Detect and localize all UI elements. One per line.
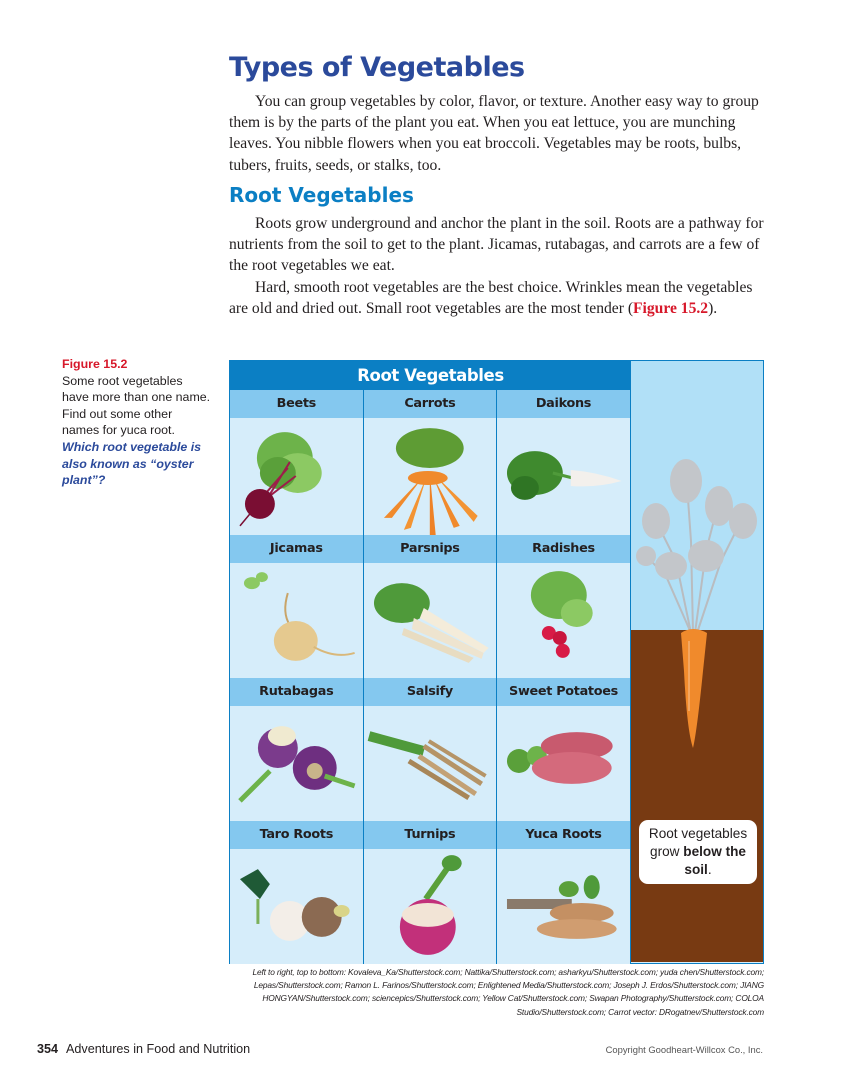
- parsnips-image: [364, 563, 497, 678]
- sweet-potatoes-image: [497, 706, 630, 821]
- rutabaga-icon: [230, 706, 363, 821]
- radishes-image: [497, 563, 630, 678]
- figure-reference-link[interactable]: Figure 15.2: [633, 299, 709, 317]
- figure-label: Figure 15.2: [62, 357, 128, 371]
- cell-label: Rutabagas: [230, 678, 363, 706]
- turnip-icon: [364, 849, 497, 964]
- intro-text: You can group vegetables by color, flavor, or texture. Another easy way to group them is by the parts of the plant you eat. When you eat lettuce, you are munching leaves. You nibble flowers when you eat broccoli. Vegetables may be roots, bulbs, tubers, fruits, seeds, or stalks, too.: [229, 93, 759, 174]
- grid-row: [230, 390, 631, 535]
- cell-label: Yuca Roots: [497, 821, 630, 849]
- yuca-icon: [497, 849, 630, 964]
- cell-label: Jicamas: [230, 535, 363, 563]
- carrots-icon: [364, 418, 497, 535]
- beets-image: [230, 418, 363, 535]
- copyright-notice: Copyright Goodheart-Willcox Co., Inc.: [605, 1044, 763, 1055]
- jicama-icon: [230, 563, 363, 678]
- turnips-image: [364, 849, 497, 964]
- callout-period: .: [707, 862, 712, 877]
- daikons-image: [497, 418, 630, 535]
- sweet-potato-icon: [497, 706, 630, 821]
- cell-daikons: [497, 390, 631, 535]
- figure-caption: [62, 356, 212, 489]
- parsnip-icon: [364, 563, 497, 678]
- page-number: 354: [37, 1042, 59, 1056]
- cell-label: Parsnips: [364, 535, 497, 563]
- salsify-icon: [364, 706, 497, 821]
- grid-row: [230, 535, 631, 678]
- jicamas-image: [230, 563, 363, 678]
- cell-label: Salsify: [364, 678, 497, 706]
- roots-paragraph-2: [229, 277, 769, 319]
- cell-beets: [230, 390, 364, 535]
- paragraph-text: Hard, smooth root vegetables are the best choice. Wrinkles mean the vegetables are old and dried out. Small root vegetables are the most tender (: [229, 278, 753, 317]
- callout-text: Root vegetables grow: [648, 826, 748, 859]
- carrot-icon: [631, 361, 763, 761]
- intro-paragraph: [229, 91, 769, 176]
- beet-icon: [230, 418, 363, 535]
- book-title: Adventures in Food and Nutrition: [66, 1042, 251, 1056]
- carrots-image: [364, 418, 497, 535]
- taro-icon: [230, 849, 363, 964]
- vegetable-grid: [230, 390, 631, 964]
- footer-left: [37, 1042, 250, 1056]
- rutabagas-image: [230, 706, 363, 821]
- below-soil-illustration: [631, 361, 763, 962]
- root-vegetables-figure: [229, 360, 764, 964]
- yuca-roots-image: [497, 849, 630, 964]
- cell-parsnips: [364, 535, 498, 678]
- cell-label: Turnips: [364, 821, 497, 849]
- daikon-icon: [497, 418, 630, 535]
- cell-label: Taro Roots: [230, 821, 363, 849]
- cell-label: Carrots: [364, 390, 497, 418]
- cell-turnips: [364, 821, 498, 964]
- paragraph-text-end: ).: [708, 299, 718, 317]
- figure-header: Root Vegetables: [230, 361, 631, 390]
- radish-icon: [497, 563, 630, 678]
- callout-bold-text: below the soil: [683, 844, 746, 877]
- cell-salsify: [364, 678, 498, 821]
- caption-question: Which root vegetable is also known as “oyster plant”?: [62, 439, 202, 488]
- cell-label: Sweet Potatoes: [497, 678, 630, 706]
- cell-sweet-potatoes: [497, 678, 631, 821]
- salsify-image: [364, 706, 497, 821]
- grid-row: [230, 821, 631, 964]
- cell-jicamas: [230, 535, 364, 678]
- cell-label: Daikons: [497, 390, 630, 418]
- page-title: Types of Vegetables: [229, 52, 525, 83]
- cell-carrots: [364, 390, 498, 535]
- cell-label: Radishes: [497, 535, 630, 563]
- cell-radishes: [497, 535, 631, 678]
- caption-text: Some root vegetables have more than one name. Find out some other names for yuca root.: [62, 373, 211, 438]
- cell-taro-roots: [230, 821, 364, 964]
- photo-credits: Left to right, top to bottom: Kovaleva_Ka/Shutterstock.com; Nattika/Shutterstock.com; asharkyu/Shutterstock.com; yuda chen/Shutterstock.com; Lepas/Shutterstock.com; Ramon L. Farinos/Shutterstock.com; Enlightened Media/Shutterstock.com; Joseph J. Erdos/Shutterstock.com; JIANG HONGYAN/Shutterstock.com; sciencepics/Shutterstock.com; Yellow Cat/Shutterstock.com; Swapan Photography/Shutterstock.com; COLOA Studio/Shutterstock.com; Carrot vector: DRogatnev/Shutterstock.com: [252, 967, 764, 1017]
- callout-box: [639, 820, 757, 884]
- roots-paragraph-1: Roots grow underground and anchor the plant in the soil. Roots are a pathway for nutrients from the soil to get to the plant. Jicamas, rutabagas, and carrots are a few of the root vegetables we eat.: [229, 215, 764, 275]
- grid-row: [230, 678, 631, 821]
- root-vegetables-text: [229, 213, 769, 319]
- section-heading: Root Vegetables: [229, 183, 414, 207]
- taro-roots-image: [230, 849, 363, 964]
- cell-rutabagas: [230, 678, 364, 821]
- cell-yuca-roots: [497, 821, 631, 964]
- cell-label: Beets: [230, 390, 363, 418]
